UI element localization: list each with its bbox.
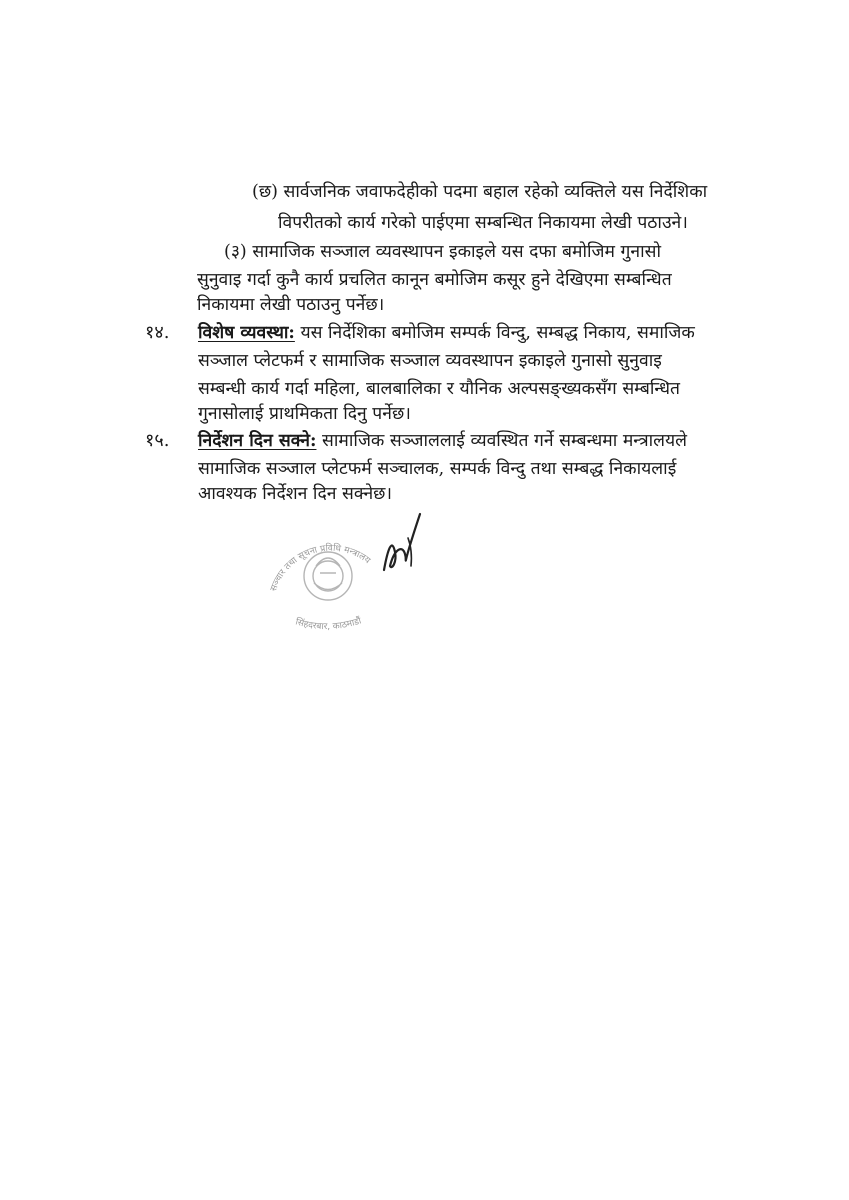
subsection-3-line-1: (३) सामाजिक सञ्जाल व्यवस्थापन इकाइले यस दफा बमोजिम गुनासो bbox=[224, 242, 661, 262]
section-14-number: १४. bbox=[145, 322, 170, 343]
section-14-heading: विशेष व्यवस्था: bbox=[198, 323, 295, 343]
seal-emblem-icon bbox=[304, 552, 352, 600]
signature-icon bbox=[378, 508, 426, 580]
section-15-line-2: सामाजिक सञ्जाल प्लेटफर्म सञ्चालक, सम्पर्क विन्दु तथा सम्बद्ध निकायलाई bbox=[198, 459, 677, 479]
section-14-line-3: सम्बन्धी कार्य गर्दा महिला, बालबालिका र यौनिक अल्पसङ्ख्यकसँग सम्बन्धित bbox=[198, 379, 680, 399]
section-14-line-4: गुनासोलाई प्राथमिकता दिनु पर्नेछ। bbox=[198, 404, 411, 424]
seal-top-text: सञ्चार तथा सूचना प्रविधि मन्त्रालय bbox=[268, 543, 372, 593]
section-15-line-3: आवश्यक निर्देशन दिन सक्नेछ। bbox=[198, 484, 393, 504]
section-14-line-2: सञ्जाल प्लेटफर्म र सामाजिक सञ्जाल व्यवस्थापन इकाइले गुनासो सुनुवाइ bbox=[198, 351, 662, 371]
section-15-number: १५. bbox=[145, 430, 170, 451]
section-15-line-1 bbox=[198, 429, 687, 453]
section-15-line-1-text: सामाजिक सञ्जाललाई व्यवस्थित गर्ने सम्बन्धमा मन्त्रालयले bbox=[322, 431, 688, 451]
clause-chha-line-2: विपरीतको कार्य गरेको पाईएमा सम्बन्धित निकायमा लेखी पठाउने। bbox=[278, 213, 688, 233]
clause-chha-line-1: (छ) सार्वजनिक जवाफदेहीको पदमा बहाल रहेको व्यक्तिले यस निर्देशिका bbox=[252, 182, 708, 202]
section-15-heading: निर्देशन दिन सक्ने: bbox=[198, 431, 317, 451]
section-14-line-1-text: यस निर्देशिका बमोजिम सम्पर्क विन्दु, सम्बद्ध निकाय, समाजिक bbox=[300, 323, 695, 343]
subsection-3-line-3: निकायमा लेखी पठाउनु पर्नेछ। bbox=[197, 295, 385, 315]
section-14-line-1 bbox=[198, 321, 695, 345]
subsection-3-line-2: सुनुवाइ गर्दा कुनै कार्य प्रचलित कानून बमोजिम कसूर हुने देखिएमा सम्बन्धित bbox=[197, 270, 672, 290]
seal-bottom-text: सिंहदरबार, काठमाडौं bbox=[294, 616, 363, 633]
